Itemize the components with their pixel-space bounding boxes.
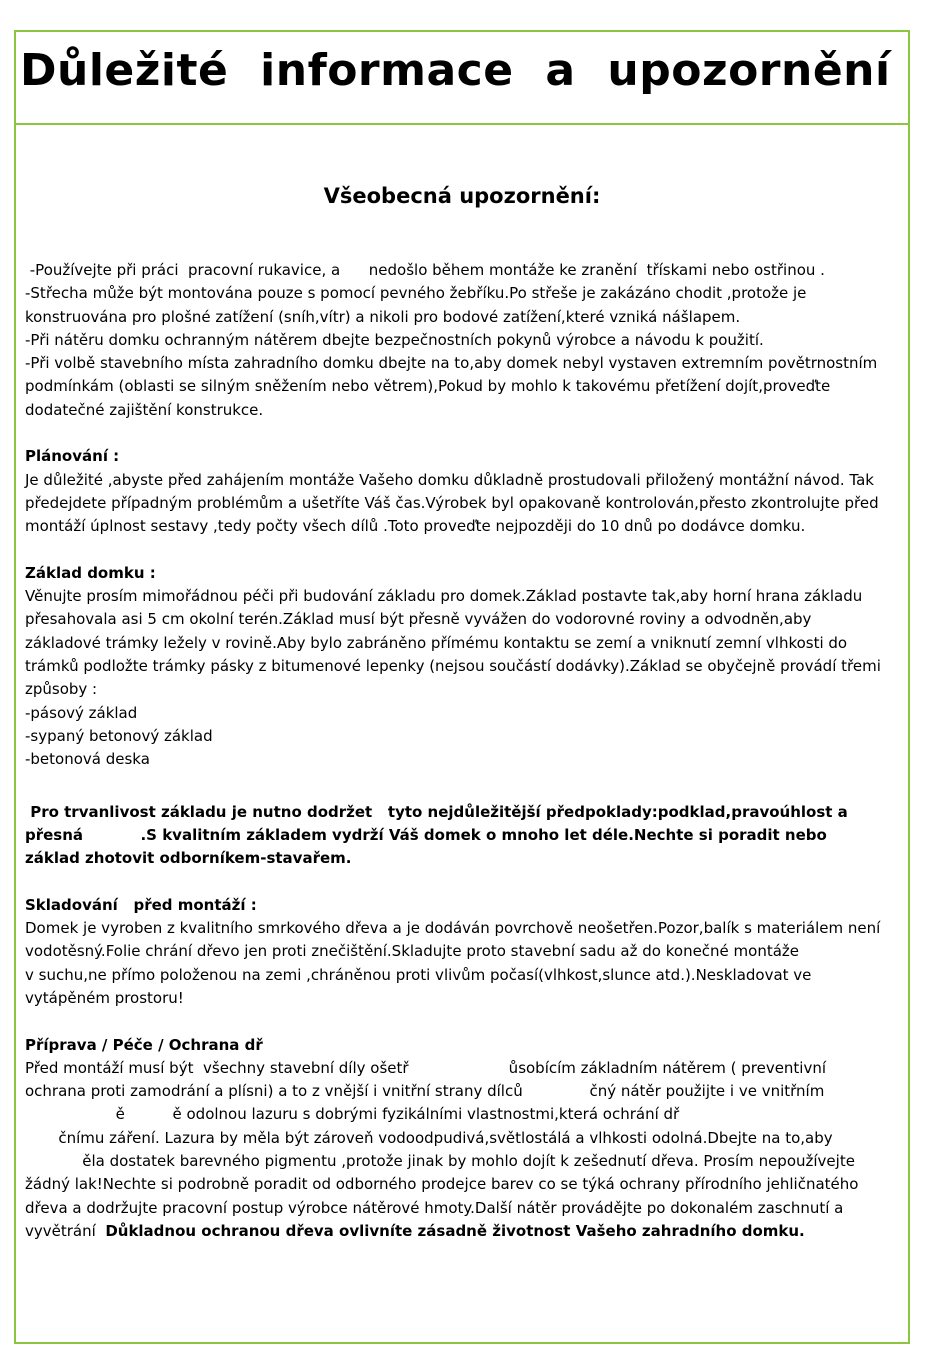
title-bar — [16, 32, 908, 125]
text-line: podmínkám (oblasti se silným sněžením nebo větrem),Pokud by mohlo k takovému přetížení dojít,proveďte — [25, 377, 831, 396]
text-line: přesahovala asi 5 cm okolní terén.Základ musí být přesně vyvážen do vodorovné roviny a odvodněn,aby — [25, 610, 812, 629]
text-line: -Používejte při práci pracovní rukavice, a nedošlo během montáže ke zranění třískami nebo ostřinou . — [25, 261, 825, 279]
text-line: způsoby : — [25, 680, 98, 699]
text-line: čnímu záření. Lazura by měla být zároveň vodoodpudivá,světlostálá a vlhkosti odolná.Dbejte na to,aby — [25, 1128, 833, 1147]
planning-heading: Plánování : — [25, 447, 120, 466]
text-line — [25, 1220, 905, 1243]
planning-section — [25, 445, 905, 538]
text-line: v suchu,ne přímo položenou na zemi ,chráněnou proti vlivům počasí(vlhkost,slunce atd.).Neskladovat ve — [25, 965, 812, 984]
text-line: ě ě odolnou lazuru s dobrými fyzikálními vlastnostmi,která ochrání dř — [25, 1105, 680, 1124]
text-line: Domek je vyroben z kvalitního smrkového dřeva a je dodáván povrchově neošetřen.Pozor,balík s materiálem není — [25, 919, 881, 938]
foundation-section — [25, 562, 905, 772]
emphasis-text: Důkladnou ochranou dřeva ovlivníte zásadně životnost Vašeho zahradního domku. — [105, 1221, 805, 1240]
text-line: Je důležité ,abyste před zahájením montáže Vašeho domku důkladně prostudovali přiložený montážní návod. Tak — [25, 470, 874, 489]
list-item: -betonová deska — [25, 750, 150, 769]
foundation-heading: Základ domku : — [25, 563, 156, 582]
note-line: přesná .S kvalitním základem vydrží Váš domek o mnoho let déle.Nechte si poradit nebo — [25, 825, 827, 844]
general-warnings — [25, 259, 905, 422]
text-line: vytápěném prostoru! — [25, 988, 184, 1007]
storage-heading: Skladování před montáží : — [25, 895, 257, 914]
text-line: -Při volbě stavebního místa zahradního domku dbejte na to,aby domek nebyl vystaven extremním povětrnostním — [25, 354, 878, 373]
section-subtitle: Všeobecná upozornění: — [323, 184, 601, 208]
document-frame — [14, 30, 910, 1344]
text-line: dřeva a dodržujte pracovní postup výrobce nátěrové hmoty.Další nátěr provádějte po dokonalém zaschnutí a — [25, 1198, 844, 1217]
text-line: ochrana proti zamodrání a plísni) a to z vnější i vnitřní strany dílců čný nátěr použijte i ve vnitřním — [25, 1082, 825, 1101]
text-line: -Při nátěru domku ochranným nátěrem dbejte bezpečnostních pokynů výrobce a návodu k použití. — [25, 330, 764, 349]
text-line: vodotěsný.Folie chrání dřevo jen proti znečištění.Skladujte proto stavební sadu až do konečné montáže — [25, 942, 800, 961]
foundation-note — [25, 801, 905, 871]
page-title: Důležité informace a upozornění — [20, 45, 891, 96]
text-line: -Střecha může být montována pouze s pomocí pevného žebříku.Po střeše je zakázáno chodit ,protože je — [25, 284, 807, 303]
text-line: žádný lak!Nechte si podrobně poradit od odborného prodejce barev co se týká ochrany přírodního jehličnatého — [25, 1175, 859, 1194]
text-line: ěla dostatek barevného pigmentu ,protože jinak by mohlo dojít k zešednutí dřeva. Prosím nepoužívejte — [25, 1151, 855, 1170]
text-line: základové trámky ležely v rovině.Aby bylo zabráněno přímému kontaktu se zemí a vniknutí zemní vlhkosti do — [25, 633, 848, 652]
note-line: Pro trvanlivost základu je nutno dodržet tyto nejdůležitější předpoklady:podklad,pravoúhlost a — [25, 802, 848, 821]
text-line: Věnujte prosím mimořádnou péči při budování základu pro domek.Základ postavte tak,aby horní hrana základu — [25, 587, 863, 606]
note-line: základ zhotovit odborníkem-stavařem. — [25, 849, 352, 868]
text-line: trámků podložte trámky pásky z bitumenové lepenky (nejsou součástí dodávky).Základ se obyčejně provádí třemi — [25, 657, 881, 676]
list-item: -sypaný betonový základ — [25, 726, 213, 745]
text-line: dodatečné zajištění konstrukce. — [25, 400, 264, 419]
text-line: montáží úplnost sestavy ,tedy počty všech dílů .Toto proveďte nejpozději do 10 dnů po dodávce domku. — [25, 517, 806, 536]
document-body — [25, 259, 905, 1243]
care-section — [25, 1034, 905, 1244]
care-heading: Příprava / Péče / Ochrana dř — [25, 1035, 263, 1054]
text-line: předejdete případným problémům a ušetříte Váš čas.Výrobek byl opakovaně kontrolován,přesto zkontrolujte před — [25, 493, 879, 512]
text-span: vyvětrání — [25, 1221, 106, 1240]
text-line: Před montáží musí být všechny stavební díly ošetř ůsobícím základním nátěrem ( preventivní — [25, 1058, 827, 1077]
text-line: konstruována pro plošné zatížení (sníh,vítr) a nikoli pro bodové zatížení,které vzniká nášlapem. — [25, 307, 741, 326]
list-item: -pásový základ — [25, 703, 138, 722]
storage-section — [25, 894, 905, 1010]
